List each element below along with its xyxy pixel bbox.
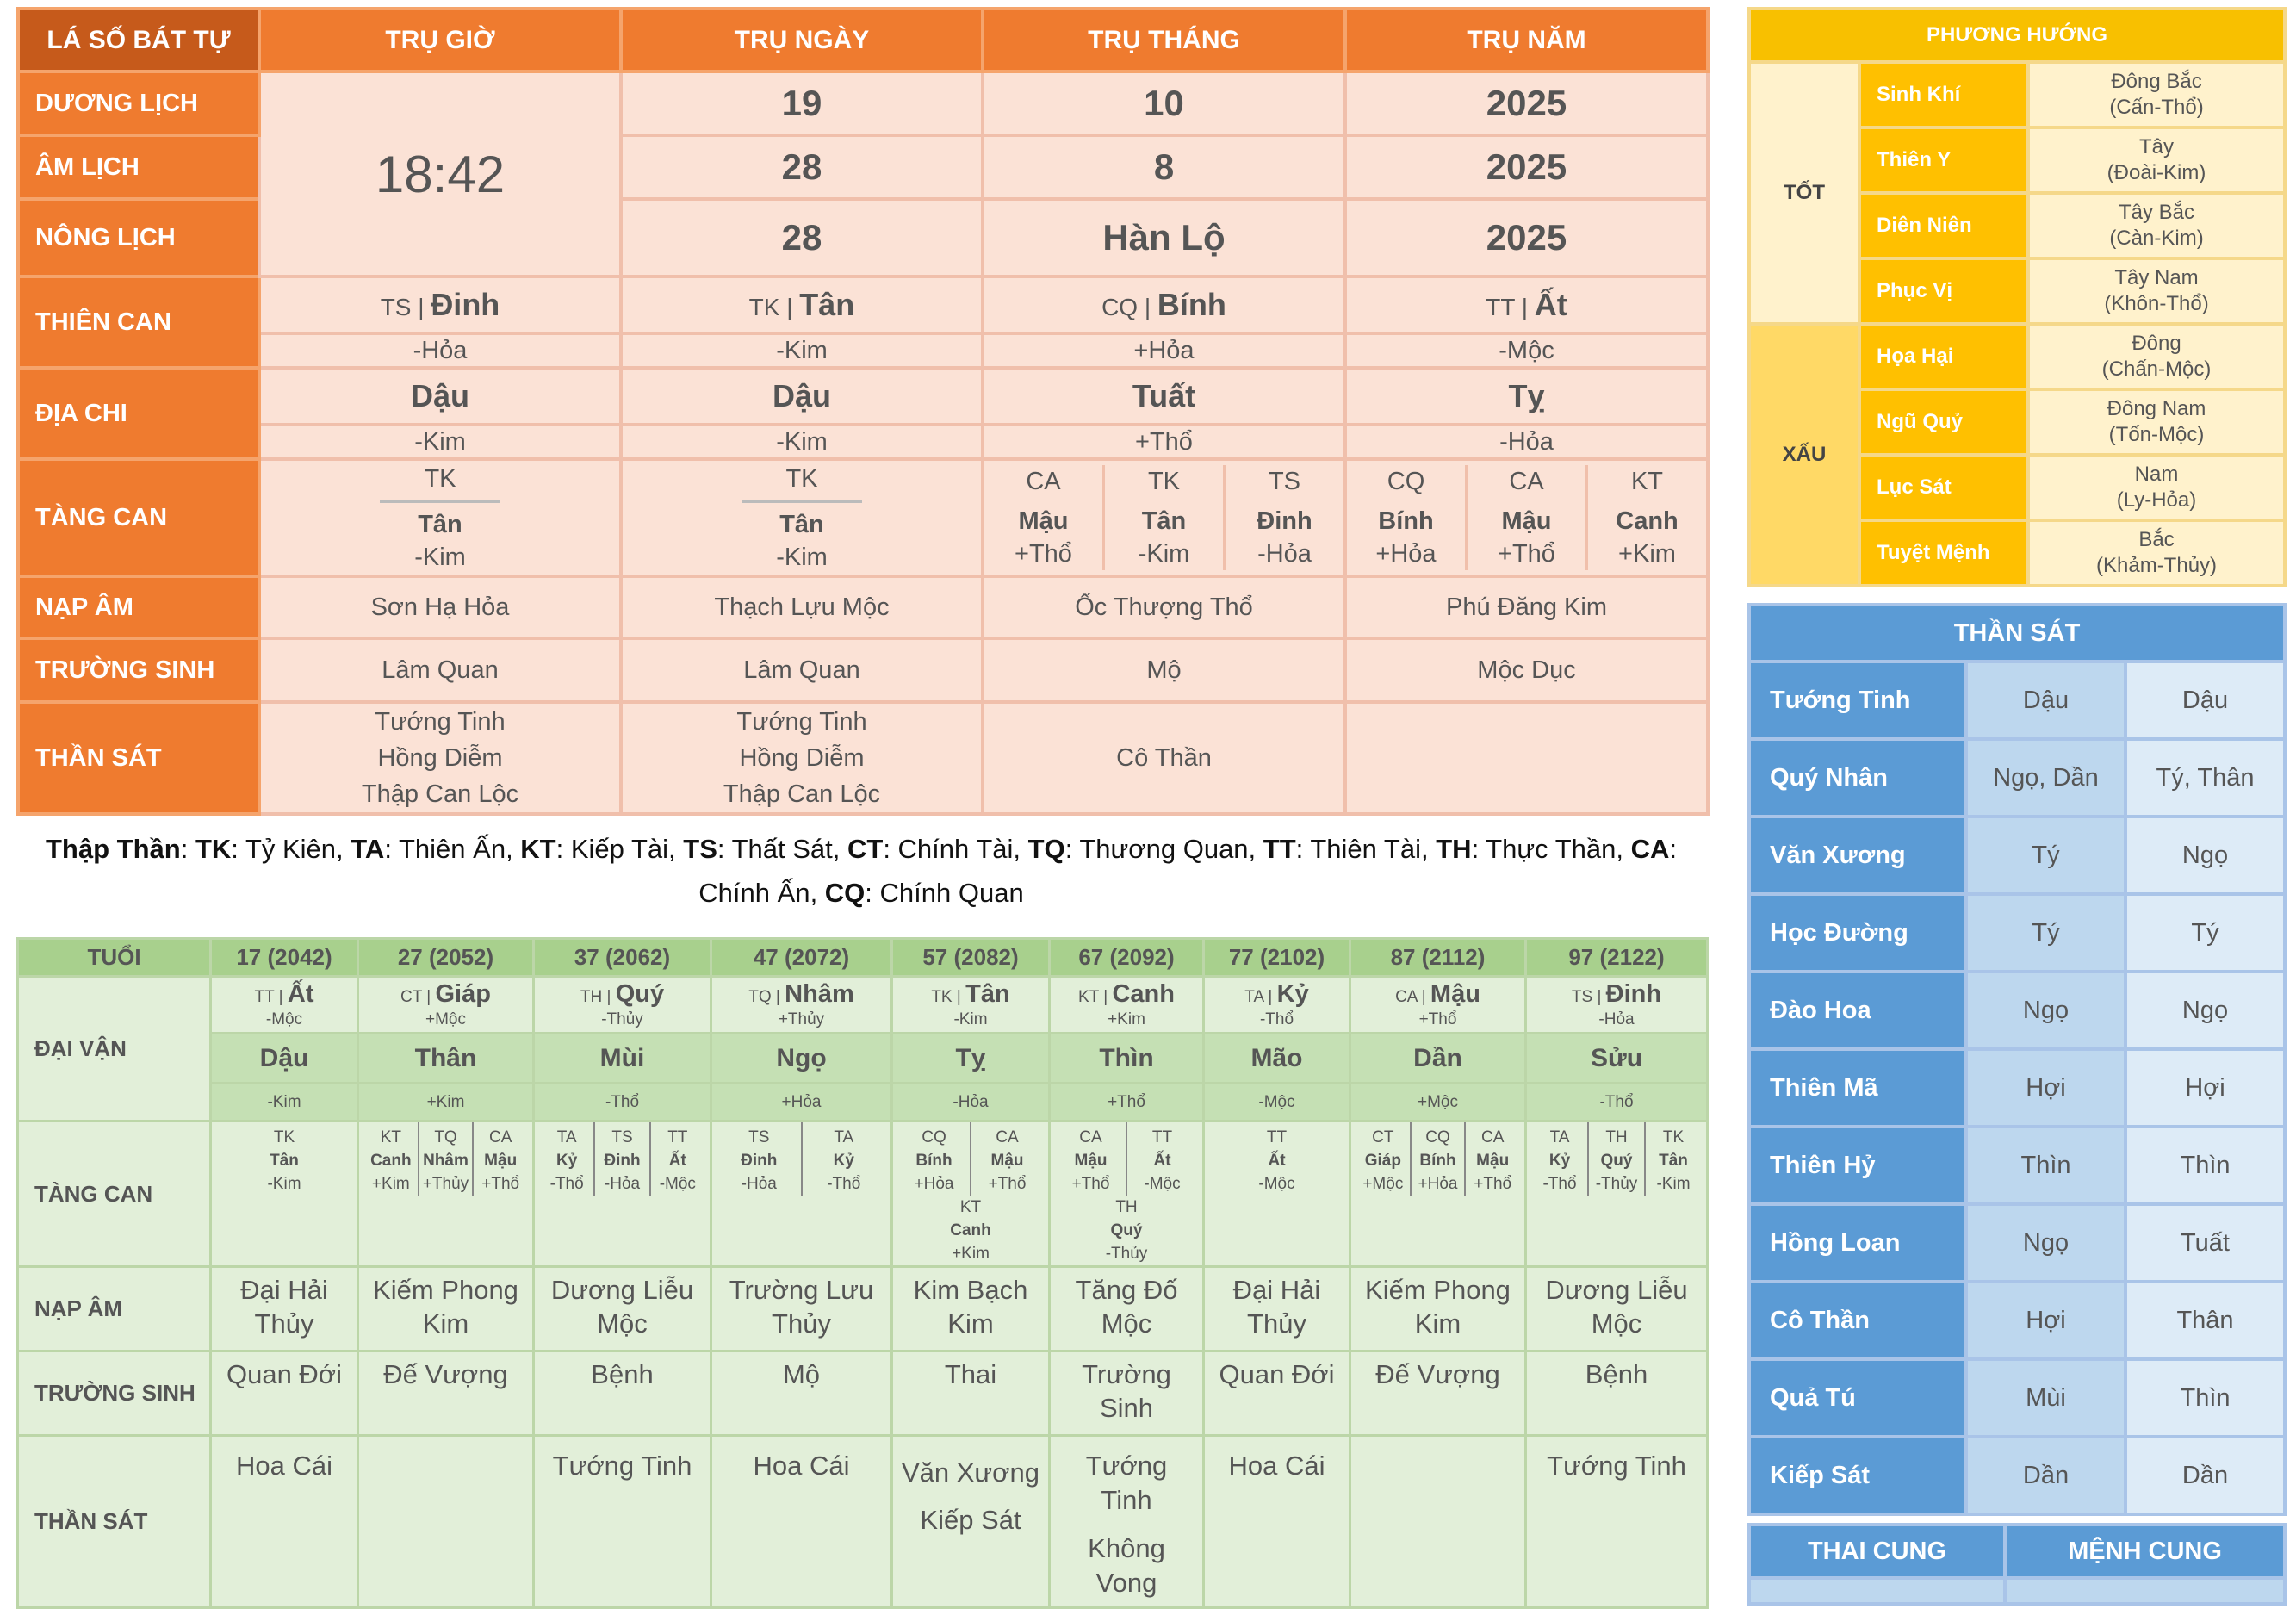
thien-can-cell: TT | Ất (1345, 276, 1708, 333)
truong-sinh-cell: Lâm Quan (621, 638, 983, 702)
am-lich-month: 8 (983, 135, 1345, 199)
nap-am-cell: Thạch Lựu Mộc (621, 576, 983, 638)
than-sat-value-a: Ngọ (1966, 1204, 2125, 1282)
than-sat-value-a: Hợi (1966, 1049, 2125, 1127)
dai-van-can: TQ | Nhâm +Thủy (711, 977, 892, 1034)
age-header: 67 (2092) (1050, 939, 1204, 977)
nap-am-cell: Phú Đăng Kim (1345, 576, 1708, 638)
luck-truong-sinh-cell: Bệnh (1526, 1351, 1708, 1436)
thien-can-element: -Mộc (1345, 333, 1708, 368)
than-sat-value-b: Ngọ (2125, 972, 2285, 1049)
direction-name: Sinh Khí (1859, 62, 2028, 127)
luck-than-sat-cell (1350, 1436, 1526, 1608)
than-sat-value-b: Dậu (2125, 662, 2285, 739)
luck-than-sat-cell: Hoa Cái (711, 1436, 892, 1608)
tang-can-item: KT Canh +Kim (370, 1128, 412, 1193)
label-than-sat: THẦN SÁT (18, 702, 259, 814)
than-sat-value-a: Tý (1966, 894, 2125, 972)
thien-can-element: -Kim (621, 333, 983, 368)
luck-truong-sinh-cell: Bệnh (534, 1351, 711, 1436)
am-lich-day: 28 (621, 135, 983, 199)
dai-van-can: TT | Ất -Mộc (211, 977, 358, 1034)
than-sat-value-b: Tý (2125, 894, 2285, 972)
dai-van-chi-element: -Kim (211, 1084, 358, 1121)
label-luck-truong-sinh: TRƯỜNG SINH (18, 1351, 211, 1436)
age-header: 27 (2052) (358, 939, 534, 977)
than-sat-value-a: Hợi (1966, 1282, 2125, 1359)
direction-value: Đông Nam (Tốn-Mộc) (2028, 389, 2285, 455)
luck-than-sat-cell: Tướng Tinh (1526, 1436, 1708, 1608)
truong-sinh-cell: Mộ (983, 638, 1345, 702)
luck-nap-am-cell: Kiếm Phong Kim (1350, 1267, 1526, 1351)
dai-van-chi: Mão (1204, 1034, 1350, 1084)
direction-name: Ngũ Quỷ (1859, 389, 2028, 455)
luck-than-sat-cell: Tướng Tinh Không Vong (1050, 1436, 1204, 1608)
label-am-lich: ÂM LỊCH (18, 135, 259, 199)
col-header-nam: TRỤ NĂM (1345, 9, 1708, 71)
tang-can-item: TK Tân -Kim (267, 1128, 301, 1193)
dia-chi-cell: Dậu (621, 368, 983, 425)
tang-can-item: TH Quý -Thủy (1587, 1122, 1644, 1196)
age-header: 87 (2112) (1350, 939, 1526, 977)
direction-value: Bắc (Khảm-Thủy) (2028, 520, 2285, 586)
tang-can-item: TA Kỷ -Thổ (1542, 1128, 1577, 1193)
dai-van-chi: Sửu (1526, 1034, 1708, 1084)
label-dia-chi: ĐỊA CHI (18, 368, 259, 459)
direction-value: Tây (Đoài-Kim) (2028, 127, 2285, 193)
tang-can-cell: CA Mậu +Thổ TK Tân -Kim TS Đinh -Hỏa (983, 459, 1345, 576)
col-header-thang: TRỤ THÁNG (983, 9, 1345, 71)
luck-truong-sinh-cell: Đế Vượng (1350, 1351, 1526, 1436)
tang-can-item: TT Ất -Mộc (649, 1122, 704, 1196)
dia-chi-element: -Kim (621, 425, 983, 459)
than-sat-name: Cô Thần (1749, 1282, 1966, 1359)
luck-than-sat-cell: Văn Xương Kiếp Sát (892, 1436, 1050, 1608)
luck-nap-am-cell: Kim Bạch Kim (892, 1267, 1050, 1351)
phuong-huong-title: PHƯƠNG HƯỚNG (1749, 9, 2285, 62)
luck-truong-sinh-cell: Trường Sinh (1050, 1351, 1204, 1436)
than-sat-value-a: Ngọ, Dần (1966, 739, 2125, 817)
direction-name: Tuyệt Mệnh (1859, 520, 2028, 586)
thien-can-element: +Hỏa (983, 333, 1345, 368)
age-header: 47 (2072) (711, 939, 892, 977)
dai-van-chi: Mùi (534, 1034, 711, 1084)
label-dai-van: ĐẠI VẬN (18, 977, 211, 1121)
direction-value: Tây Nam (Khôn-Thổ) (2028, 258, 2285, 324)
dai-van-chi-element: +Kim (358, 1084, 534, 1121)
dia-chi-cell: Tuất (983, 368, 1345, 425)
age-header: 77 (2102) (1204, 939, 1350, 977)
duong-lich-year: 2025 (1345, 71, 1708, 135)
than-sat-value-b: Hợi (2125, 1049, 2285, 1127)
tang-can-item: TS Đinh -Hỏa (593, 1122, 648, 1196)
than-sat-value-b: Thìn (2125, 1127, 2285, 1204)
tang-can-item: CQ Bính +Hỏa (1410, 1122, 1465, 1196)
dai-van-chi-element: -Thổ (534, 1084, 711, 1121)
nap-am-cell: Sơn Hạ Hỏa (259, 576, 621, 638)
direction-group-label: TỐT (1749, 62, 1859, 324)
label-luck-tang-can: TÀNG CAN (18, 1121, 211, 1267)
luck-truong-sinh-cell: Quan Đới (1204, 1351, 1350, 1436)
thien-can-element: -Hỏa (259, 333, 621, 368)
direction-name: Phục Vị (1859, 258, 2028, 324)
luck-tang-can-cell (358, 1121, 534, 1267)
than-sat-value-b: Thân (2125, 1282, 2285, 1359)
direction-value: Đông Bắc (Cấn-Thổ) (2028, 62, 2285, 127)
dai-van-can: TK | Tân -Kim (892, 977, 1050, 1034)
thap-than-legend: Thập Thần: TK: Tỷ Kiên, TA: Thiên Ấn, KT: Kiếp Tài, TS: Thất Sát, CT: Chính Tài, TQ: Thương Quan, TT: Thiên Tài, TH: Thực Thần, CA: Chính Ấn, CQ: Chính Quan (45, 834, 1678, 908)
dia-chi-cell: Tỵ (1345, 368, 1708, 425)
dai-van-can: TH | Quý -Thủy (534, 977, 711, 1034)
thien-can-cell: TK | Tân (621, 276, 983, 333)
direction-name: Thiên Y (1859, 127, 2028, 193)
dai-van-chi: Tỵ (892, 1034, 1050, 1084)
luck-tang-can-cell (892, 1121, 1050, 1267)
label-luck-than-sat: THẦN SÁT (18, 1436, 211, 1608)
luck-than-sat-cell: Hoa Cái (1204, 1436, 1350, 1608)
luck-nap-am-cell: Đại Hải Thủy (1204, 1267, 1350, 1351)
label-luck-nap-am: NẠP ÂM (18, 1267, 211, 1351)
than-sat-table (1747, 603, 2287, 1516)
luck-tang-can-cell (1204, 1121, 1350, 1267)
direction-value: Tây Bắc (Càn-Kim) (2028, 193, 2285, 258)
than-sat-cell (1345, 702, 1708, 814)
than-sat-value-a: Tý (1966, 817, 2125, 894)
luck-than-sat-cell: Hoa Cái (211, 1436, 358, 1608)
dai-van-chi-element: +Mộc (1350, 1084, 1526, 1121)
than-sat-value-b: Dần (2125, 1437, 2285, 1514)
tang-can-item: CA Mậu +Thổ (472, 1122, 527, 1196)
thai-cung-value (1749, 1578, 2005, 1604)
dai-van-chi-element: +Hỏa (711, 1084, 892, 1121)
dai-van-can: CA | Mậu +Thổ (1350, 977, 1526, 1034)
dia-chi-element: +Thổ (983, 425, 1345, 459)
menh-cung-value (2005, 1578, 2285, 1604)
tang-can-item: TA Kỷ -Thổ (549, 1128, 584, 1193)
nong-lich-month: Hàn Lộ (983, 199, 1345, 276)
luck-truong-sinh-cell: Mộ (711, 1351, 892, 1436)
than-sat-title: THẦN SÁT (1749, 605, 2285, 662)
label-tang-can: TÀNG CAN (18, 459, 259, 576)
than-sat-value-a: Thìn (1966, 1127, 2125, 1204)
truong-sinh-cell: Lâm Quan (259, 638, 621, 702)
dai-van-chi: Dần (1350, 1034, 1526, 1084)
tang-can-item: TA Kỷ -Thổ (801, 1122, 886, 1196)
than-sat-cell: Tướng Tinh Hồng Diễm Thập Can Lộc (259, 702, 621, 814)
am-lich-year: 2025 (1345, 135, 1708, 199)
duong-lich-day: 19 (621, 71, 983, 135)
tang-can-item: TH Quý -Thủy (1105, 1198, 1148, 1263)
than-sat-value-b: Thìn (2125, 1359, 2285, 1437)
luck-truong-sinh-cell: Thai (892, 1351, 1050, 1436)
than-sat-value-b: Ngọ (2125, 817, 2285, 894)
than-sat-value-a: Dần (1966, 1437, 2125, 1514)
than-sat-name: Tướng Tinh (1749, 662, 1966, 739)
tang-can-item: CA Mậu +Thổ (1071, 1128, 1110, 1193)
bat-tu-table (16, 7, 1710, 816)
nap-am-cell: Ốc Thượng Thổ (983, 576, 1345, 638)
tang-can-item: KT Canh +Kim (950, 1198, 991, 1263)
label-duong-lich: DƯƠNG LỊCH (18, 71, 259, 135)
dia-chi-element: -Hỏa (1345, 425, 1708, 459)
tang-can-item: CA Mậu +Thổ (970, 1122, 1043, 1196)
thien-can-cell: CQ | Bính (983, 276, 1345, 333)
age-header: 17 (2042) (211, 939, 358, 977)
label-nong-lich: NÔNG LỊCH (18, 199, 259, 276)
luck-nap-am-cell: Tăng Đố Mộc (1050, 1267, 1204, 1351)
label-tuoi: TUỔI (18, 939, 211, 977)
nong-lich-year: 2025 (1345, 199, 1708, 276)
tang-can-cell: TK Tân -Kim (621, 459, 983, 576)
than-sat-name: Văn Xương (1749, 817, 1966, 894)
dai-van-chi-element: -Hỏa (892, 1084, 1050, 1121)
tang-can-item: TT Ất -Mộc (1126, 1122, 1197, 1196)
luck-nap-am-cell: Kiếm Phong Kim (358, 1267, 534, 1351)
corner-title: LÁ SỐ BÁT TỰ (18, 9, 259, 71)
label-truong-sinh: TRƯỜNG SINH (18, 638, 259, 702)
dai-van-chi: Ngọ (711, 1034, 892, 1084)
dai-van-can: CT | Giáp +Mộc (358, 977, 534, 1034)
direction-name: Diên Niên (1859, 193, 2028, 258)
direction-name: Lục Sát (1859, 455, 2028, 520)
dai-van-chi: Thân (358, 1034, 534, 1084)
tang-can-item: CA Mậu +Thổ (1464, 1122, 1519, 1196)
luck-tang-can-cell (1526, 1121, 1708, 1267)
luck-than-sat-cell (358, 1436, 534, 1608)
luck-truong-sinh-cell: Đế Vượng (358, 1351, 534, 1436)
dia-chi-cell: Dậu (259, 368, 621, 425)
luck-tang-can-cell (211, 1121, 358, 1267)
dai-van-chi: Dậu (211, 1034, 358, 1084)
luck-nap-am-cell: Đại Hải Thủy (211, 1267, 358, 1351)
luck-tang-can-cell (711, 1121, 892, 1267)
tang-can-item: TQ Nhâm +Thủy (418, 1122, 473, 1196)
direction-group-label: XẤU (1749, 324, 1859, 586)
direction-value: Nam (Ly-Hỏa) (2028, 455, 2285, 520)
dai-van-table (16, 937, 1709, 1609)
than-sat-name: Kiếp Sát (1749, 1437, 1966, 1514)
label-nap-am: NẠP ÂM (18, 576, 259, 638)
thai-cung-header: THAI CUNG (1749, 1525, 2005, 1578)
luck-nap-am-cell: Trường Lưu Thủy (711, 1267, 892, 1351)
hour-time: 18:42 (259, 71, 621, 276)
luck-than-sat-cell: Tướng Tinh (534, 1436, 711, 1608)
luck-tang-can-cell (1350, 1121, 1526, 1267)
nong-lich-day: 28 (621, 199, 983, 276)
than-sat-name: Quả Tú (1749, 1359, 1966, 1437)
tang-can-item: TK Tân -Kim (1644, 1122, 1701, 1196)
dai-van-chi: Thìn (1050, 1034, 1204, 1084)
than-sat-name: Hồng Loan (1749, 1204, 1966, 1282)
col-header-ngay: TRỤ NGÀY (621, 9, 983, 71)
tang-can-item: TS Đinh -Hỏa (741, 1128, 778, 1193)
menh-cung-header: MỆNH CUNG (2005, 1525, 2285, 1578)
than-sat-value-a: Ngọ (1966, 972, 2125, 1049)
phuong-huong-table (1747, 7, 2287, 587)
luck-nap-am-cell: Dương Liễu Mộc (534, 1267, 711, 1351)
age-header: 37 (2062) (534, 939, 711, 977)
than-sat-value-a: Mùi (1966, 1359, 2125, 1437)
tang-can-cell: TK Tân -Kim (259, 459, 621, 576)
than-sat-name: Thiên Hỷ (1749, 1127, 1966, 1204)
dai-van-can: TA | Kỷ -Thổ (1204, 977, 1350, 1034)
luck-nap-am-cell: Dương Liễu Mộc (1526, 1267, 1708, 1351)
duong-lich-month: 10 (983, 71, 1345, 135)
age-header: 57 (2082) (892, 939, 1050, 977)
thien-can-cell: TS | Đinh (259, 276, 621, 333)
direction-name: Họa Hại (1859, 324, 2028, 389)
dai-van-can: TS | Đinh -Hỏa (1526, 977, 1708, 1034)
tang-can-cell: CQ Bính +Hỏa CA Mậu +Thổ KT Canh +Kim (1345, 459, 1708, 576)
label-thien-can: THIÊN CAN (18, 276, 259, 368)
age-header: 97 (2122) (1526, 939, 1708, 977)
than-sat-value-b: Tuất (2125, 1204, 2285, 1282)
dai-van-chi-element: -Mộc (1204, 1084, 1350, 1121)
than-sat-name: Thiên Mã (1749, 1049, 1966, 1127)
than-sat-cell: Tướng Tinh Hồng Diễm Thập Can Lộc (621, 702, 983, 814)
dai-van-chi-element: +Thổ (1050, 1084, 1204, 1121)
truong-sinh-cell: Mộc Dục (1345, 638, 1708, 702)
tang-can-item: CT Giáp +Mộc (1362, 1128, 1404, 1193)
than-sat-name: Học Đường (1749, 894, 1966, 972)
tang-can-item: CQ Bính +Hỏa (914, 1128, 954, 1193)
luck-truong-sinh-cell: Quan Đới (211, 1351, 358, 1436)
luck-tang-can-cell (534, 1121, 711, 1267)
tang-can-item: TT Ất -Mộc (1258, 1128, 1295, 1193)
direction-value: Đông (Chấn-Mộc) (2028, 324, 2285, 389)
than-sat-value-a: Dậu (1966, 662, 2125, 739)
than-sat-name: Đào Hoa (1749, 972, 1966, 1049)
dia-chi-element: -Kim (259, 425, 621, 459)
than-sat-name: Quý Nhân (1749, 739, 1966, 817)
luck-tang-can-cell (1050, 1121, 1204, 1267)
than-sat-cell: Cô Thần (983, 702, 1345, 814)
dai-van-chi-element: -Thổ (1526, 1084, 1708, 1121)
than-sat-value-b: Tý, Thân (2125, 739, 2285, 817)
dai-van-can: KT | Canh +Kim (1050, 977, 1204, 1034)
col-header-gio: TRỤ GIỜ (259, 9, 621, 71)
